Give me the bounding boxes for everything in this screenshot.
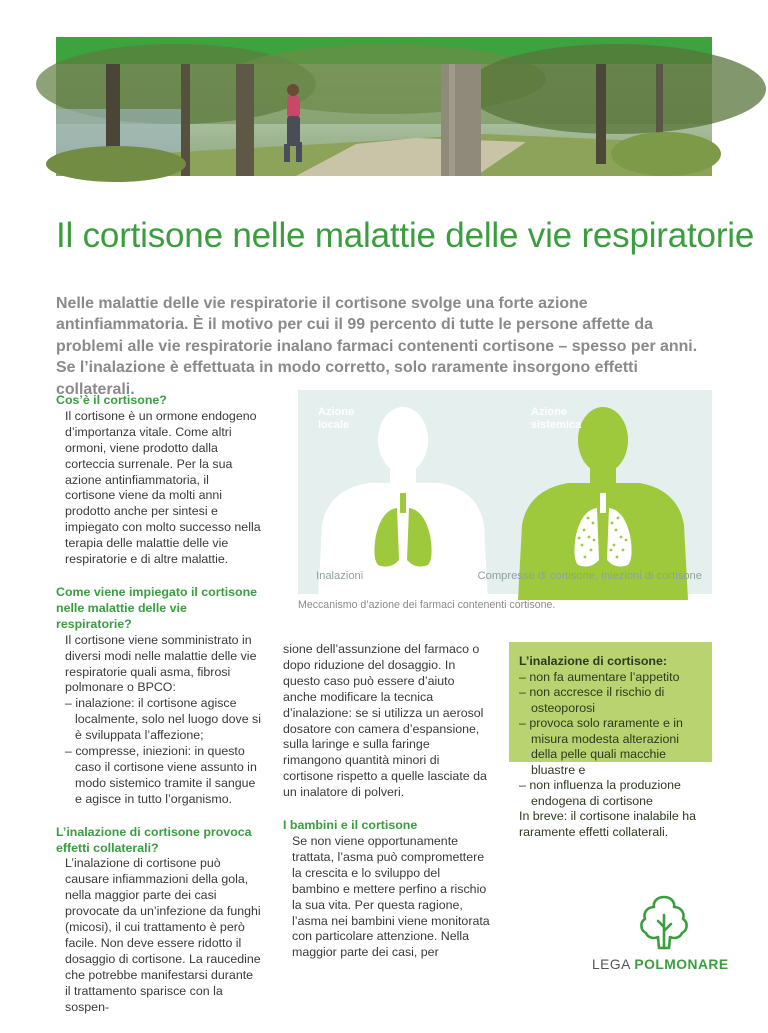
info-box-list bbox=[519, 670, 702, 810]
label-systemic-action bbox=[531, 406, 601, 431]
logo-word-polmonare: POLMONARE bbox=[634, 957, 729, 972]
logo-word-lega: LEGA bbox=[592, 957, 631, 972]
section-what-is-cortisone bbox=[56, 393, 261, 568]
section-body: Se non viene opportunamente trattata, l’asma può compromettere la crescita e lo sviluppo del bambino e mettere perfino a rischio la sua vita. Per questa ragione, l’asma nei bambini viene monitorata con particolare attenzione. Nella maggior parte dei casi, per bbox=[292, 833, 490, 960]
page-title: Il cortisone nelle malattie delle vie respiratorie bbox=[56, 216, 755, 255]
section-heading: Cos’è il cortisone? bbox=[56, 393, 167, 407]
list-item: – non fa aumentare l’appetito bbox=[519, 669, 680, 684]
list-item: – compresse, iniezioni: in questo caso il cortisone viene assunto in modo sistemico tramite il sangue e agisce in tutto l’organismo. bbox=[65, 744, 257, 806]
label-local-text: Azione locale bbox=[318, 406, 355, 431]
section-heading: L’inalazione di cortisone provoca effetti collaterali? bbox=[56, 824, 252, 855]
continuation-text: sione dell’assunzione del farmaco o dopo riduzione del dosaggio. In questo caso può essere d’aiuto anche modificare la tecnica d’inalazione: se si utilizza un aerosol dosatore con camera d’espansione, sulla laringe e sulla faringe rimangono quantità minori di cortisone rispetto a quelle lasciate da un inalatore di polveri. bbox=[283, 642, 487, 800]
label-local-action bbox=[318, 406, 378, 431]
label-inhalations: Inalazioni bbox=[316, 570, 364, 582]
side-effects-continuation bbox=[283, 642, 491, 801]
info-box-summary: In breve: il cortisone inalabile ha raramente effetti collaterali. bbox=[519, 809, 697, 839]
list-item: – non influenza la produzione endogena di cortisone bbox=[519, 778, 681, 808]
mechanism-figure bbox=[298, 390, 712, 594]
section-body: Il cortisone è un ormone endogeno d’importanza vitale. Come altri ormoni, viene prodotto dalla corteccia surrenale. Per la sua azione antinfiammatoria, il cortisone viene da molti anni prodotto anche per sintesi e impiegato con molto successo nella terapia delle malattie delle vie respiratorie e di altre malattie. bbox=[65, 408, 261, 567]
lead-paragraph: Nelle malattie delle vie respiratorie il cortisone svolge una forte azione antinfiammatoria. È il motivo per cui il 99 percento di tutte le persone affette da problemi alle vie respiratorie inalano farmaci contenenti cortisone – spesso per anni. Se l’inalazione è effettuata in modo corretto, solo raramente insorgono effetti collaterali. bbox=[56, 295, 698, 398]
section-heading: Come viene impiegato il cortisone nelle malattie delle vie respiratorie? bbox=[56, 584, 258, 631]
section-children bbox=[283, 818, 491, 961]
list-item: – non accresce il rischio di osteoporosi bbox=[519, 685, 665, 715]
list-item: – provoca solo raramente e in misura modesta alterazioni della pelle quali macchie bluastre e bbox=[519, 716, 683, 777]
left-column bbox=[56, 393, 261, 1033]
list-item: – inalazione: il cortisone agisce localmente, solo nel luogo dove si è sviluppata l’affezione; bbox=[65, 696, 261, 743]
section-how-used bbox=[56, 585, 261, 808]
section-body: Il cortisone viene somministrato in diversi modi nelle malattie delle vie respiratorie quali asma, fibrosi polmonare o BPCO: bbox=[65, 632, 257, 695]
info-box-heading: L’inalazione di cortisone: bbox=[519, 654, 668, 668]
section-heading: I bambini e il cortisone bbox=[283, 818, 418, 833]
logo-wordmark bbox=[592, 957, 729, 972]
middle-column bbox=[283, 642, 491, 978]
header-photo-woman-jogging-in-forest bbox=[56, 64, 712, 176]
usage-list bbox=[56, 696, 261, 807]
info-box bbox=[509, 642, 712, 839]
label-systemic-text: Azione sistemica bbox=[531, 406, 582, 431]
label-tablets-injections: Compresse di cortisone, iniezioni di cortisone bbox=[477, 570, 702, 582]
lega-polmonare-logo bbox=[592, 893, 729, 973]
tree-icon bbox=[638, 893, 690, 951]
section-side-effects bbox=[56, 825, 261, 1016]
figure-caption: Meccanismo d’azione dei farmaci contenenti cortisone. bbox=[298, 599, 556, 611]
section-body: L’inalazione di cortisone può causare infiammazioni della gola, nella maggior parte dei casi provocate da un’infezione da funghi (micosi), il cui trattamento è però facile. Non deve essere ridotto il dosaggio di cortisone. La raucedine che potrebbe manifestarsi durante il trattamento sparisce con la sospen- bbox=[65, 856, 261, 1014]
